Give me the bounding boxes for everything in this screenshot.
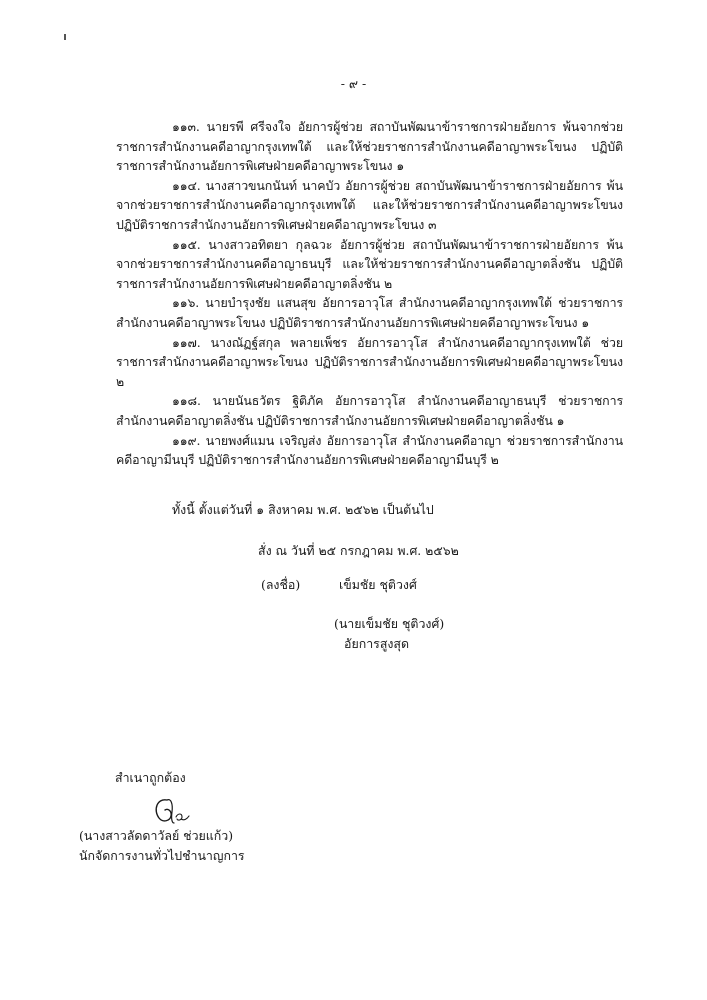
- certified-by-position: นักจัดการงานทั่วไปชำนาญการ: [79, 848, 245, 863]
- scan-mark: [64, 34, 66, 40]
- certified-copy-block: [79, 768, 339, 866]
- appointment-entry-116: ๑๑๖. นายบำรุงชัย แสนสุข อัยการอาวุโส สำนักงานคดีอาญากรุงเทพใต้ ช่วยราชการสำนักงานคดีอาญาพระโขนง ปฏิบัติราชการสำนักงานอัยการพิเศษฝ่ายคดีอาญาพระโขนง ๑: [116, 295, 623, 330]
- appointment-entry-117: ๑๑๗. นางณัฏฐ์สกุล พลายเพ็ชร อัยการอาวุโส สำนักงานคดีอาญากรุงเทพใต้ ช่วยราชการสำนักงานคดีอาญาพระโขนง ปฏิบัติราชการสำนักงานอัยการพิเศษฝ่ายคดีอาญาพระโขนง ๒: [116, 334, 623, 389]
- page-number: - ๙ -: [340, 76, 367, 91]
- effective-date-line: ทั้งนี้ ตั้งแต่วันที่ ๑ สิงหาคม พ.ศ. ๒๕๖๒ เป็นต้นไป: [172, 502, 434, 517]
- appointment-entry-114: ๑๑๔. นางสาวขนกนันท์ นาคบัว อัยการผู้ช่วย สถาบันพัฒนาข้าราชการฝ่ายอัยการ พ้นจากช่วยราชการสำนักงานคดีอาญากรุงเทพใต้ และให้ช่วยราชการสำนักงานคดีอาญาพระโขนง ปฏิบัติราชการสำนักงานอัยการพิเศษฝ่ายคดีอาญาพระโขนง ๓: [116, 177, 623, 232]
- initials-signature: [143, 792, 203, 826]
- appointment-entry-118: ๑๑๘. นายนันธวัตร ฐิติภัค อัยการอาวุโส สำนักงานคดีอาญาธนบุรี ช่วยราชการสำนักงานคดีอาญาตลิ่งชัน ปฏิบัติราชการสำนักงานอัยการพิเศษฝ่ายคดีอาญาตลิ่งชัน ๑: [116, 393, 623, 428]
- signer-title: อัยการสูงสุด: [344, 636, 410, 651]
- signature-label: (ลงชื่อ): [261, 577, 301, 592]
- appointment-entry-115: ๑๑๕. นางสาวอทิตยา กุลฉวะ อัยการผู้ช่วย สถาบันพัฒนาข้าราชการฝ่ายอัยการ พ้นจากช่วยราชการสำนักงานคดีอาญาธนบุรี และให้ช่วยราชการสำนักงานคดีอาญาตลิ่งชัน ปฏิบัติราชการสำนักงานอัยการพิเศษฝ่ายคดีอาญาตลิ่งชัน ๒: [116, 236, 623, 291]
- signature-name: เข็มชัย ชุติวงศ์: [339, 577, 417, 592]
- signer-printed-name: (นายเข็มชัย ชุติวงศ์): [334, 616, 445, 631]
- appointment-list: [116, 117, 623, 470]
- certified-copy-label: สำเนาถูกต้อง: [115, 770, 186, 785]
- appointment-entry-119: ๑๑๙. นายพงศ์แมน เจริญส่ง อัยการอาวุโส สำนักงานคดีอาญา ช่วยราชการสำนักงานคดีอาญามีนบุรี ปฏิบัติราชการสำนักงานอัยการพิเศษฝ่ายคดีอาญามีนบุรี ๒: [116, 432, 623, 468]
- appointment-entry-113: ๑๑๓. นายรพี ศรีจงใจ อัยการผู้ช่วย สถาบันพัฒนาข้าราชการฝ่ายอัยการ พ้นจากช่วยราชการสำนักงานคดีอาญากรุงเทพใต้ และให้ช่วยราชการสำนักงานคดีอาญาพระโขนง ปฏิบัติราชการสำนักงานอัยการพิเศษฝ่ายคดีอาญาพระโขนง ๑: [116, 119, 623, 174]
- order-date-line: สั่ง ณ วันที่ ๒๕ กรกฎาคม พ.ศ. ๒๕๖๒: [258, 543, 459, 558]
- signer-block: [334, 614, 534, 654]
- certified-by-name: (นางสาวลัดดาวัลย์ ช่วยแก้ว): [79, 828, 234, 843]
